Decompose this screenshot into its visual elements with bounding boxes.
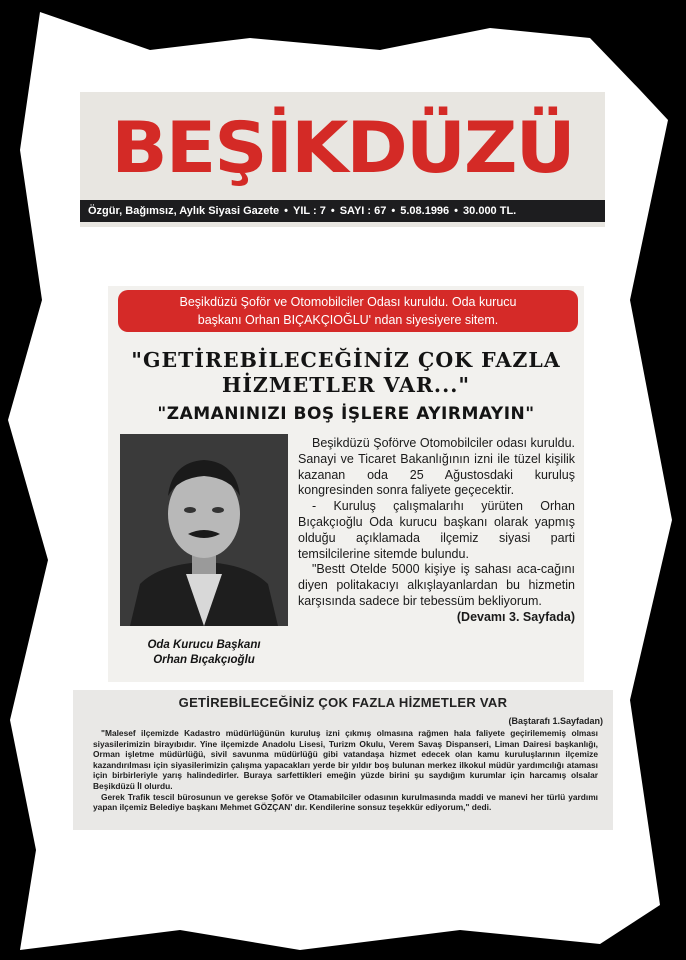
- continuation-paragraph-1: "Malesef ilçemizde Kadastro müdürlüğünün kuruluş izni çıkmış olmasına rağmen hala faliyete geçirilememiş olması siyasilerimizin birayıbıdır. Yine ilçemizde Anadolu Lisesi, Turizm Okulu, Verem Savaş Dispanseri, Liman Dairesi başkanlığı, Orman işletme müdürlüğü, sivil savunma müdürlüğü gibi vatandaşa hizmet edecek olan kamu kuruluşlarının ilçemize kazandırılması için siyasilerimizin çalışma yapacakları yerde bir yıldır boş bulunan merkez ilkokul müdür yardımcılığı ataması için birbirleriyle yarış halindedirler. Buraya sarfettikleri emeğin yüzde birini şu saydığım kurumlar için harcamış olsalar Beşikdüzü İl olurdu.: [93, 728, 598, 791]
- paragraph-3-text: "Bestt Otelde 5000 kişiye iş sahası aca-cağını diyen politakacıyı alkışlayanlardan bu hizmetin karşısında sadece bir tebessüm bekliyorum.: [298, 562, 575, 608]
- article-headline: [108, 348, 584, 398]
- caption-line-2: Orhan Bıçakçıoğlu: [153, 654, 255, 666]
- article-body: [298, 436, 575, 626]
- masthead-date: 5.08.1996: [400, 205, 450, 217]
- article-paragraph-2: - Kuruluş çalışmalarıhı yürüten Orhan Bıçakçıoğlu Oda kurucu başkanı olarak yapmış olduğu açıklamada ilçemiz siyasi parti temsilcilerine sitemde bulundu.: [298, 499, 575, 561]
- portrait-illustration: [120, 434, 288, 626]
- masthead-issue: SAYI : 67: [339, 205, 387, 217]
- headline-line-1: "GETİREBİLECEĞİNİZ ÇOK FAZLA: [131, 348, 561, 372]
- photo-caption: [118, 638, 290, 668]
- continuation-from-note: (Baştarafı 1.Sayfadan): [508, 716, 603, 726]
- masthead-tagline: Özgür, Bağımsız, Aylık Siyasi Gazete: [88, 205, 280, 217]
- continuation-body: [93, 728, 598, 813]
- article-subheadline: "ZAMANINIZI BOŞ İŞLERE AYIRMAYIN": [157, 404, 535, 424]
- article-paragraph-3: [298, 562, 575, 624]
- masthead-info-bar: Özgür, Bağımsız, Aylık Siyasi Gazete • YIL : 7 • SAYI : 67 • 5.08.1996 • 30.000 TL.: [80, 200, 605, 222]
- masthead-year: YIL : 7: [293, 205, 326, 217]
- banner-line-1: Beşikdüzü Şoför ve Otomobilciler Odası kuruldu. Oda kurucu: [179, 295, 517, 309]
- article-paragraph-1: Beşikdüzü Şoförve Otomobilciler odası kuruldu. Sanayi ve Ticaret Bakanlığının izni ile tüzel kişilik kazanan oda 25 Ağustosdaki kuruluş kongresinden sonra faliyete geçecektir.: [298, 436, 575, 498]
- masthead-price: 30.000 TL.: [463, 205, 517, 217]
- continued-note: (Devamı 3. Sayfada): [456, 609, 575, 624]
- continuation-paragraph-2: Gerek Trafik tescil bürosunun ve gerekse Şoför ve Otamabilciler odasının kurulmasında maddi ve manevi her türlü yardımı yapan ilçemiz Belediye başkanı Mehmet GÖZÇAN' dır. Kendilerine sonsuz teşekkür ediyorum," dedi.: [93, 791, 598, 813]
- banner-line-2: başkanı Orhan BIÇAKÇIOĞLU' ndan siyesiyere sitem.: [197, 313, 499, 327]
- continuation-title: GETİREBİLECEĞİNİZ ÇOK FAZLA HİZMETLER VAR: [178, 695, 508, 710]
- caption-line-1: Oda Kurucu Başkanı: [147, 639, 261, 651]
- article-clipping: [108, 286, 584, 682]
- newspaper-masthead: [80, 92, 605, 227]
- article-banner: [118, 290, 578, 332]
- newspaper-title: BEŞİKDÜZÜ: [111, 107, 574, 189]
- continuation-clipping: [73, 690, 613, 830]
- headline-line-2: HİZMETLER VAR...": [221, 373, 471, 397]
- portrait-photo: [120, 434, 288, 626]
